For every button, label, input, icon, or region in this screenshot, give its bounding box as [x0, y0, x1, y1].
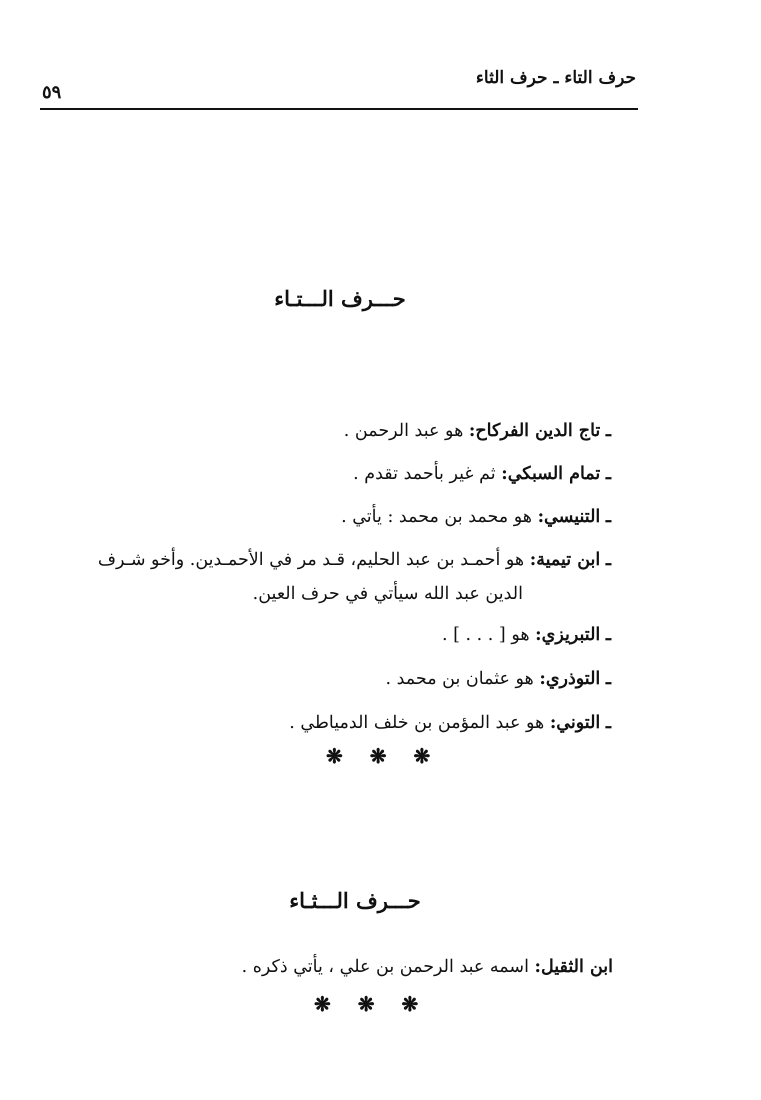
- entry-name: التنيسي: [544, 507, 601, 527]
- entry-name: تاج الدين الفركاح: [475, 421, 601, 441]
- entry-name: تمام السبكي: [507, 464, 601, 484]
- section-divider-stars: ❋ ❋ ❋: [314, 992, 419, 1016]
- entry-tammam: [111, 457, 611, 491]
- entry-continuation: الدين عبد الله سيأتي في حرف العين.: [252, 584, 523, 604]
- entry-taj-al-din: [111, 414, 611, 448]
- entry-separator: :: [549, 713, 557, 733]
- entry-ibn-taymiyya: [51, 543, 611, 611]
- entry-separator: :: [535, 625, 542, 645]
- section-heading-tha: حـــرف الـــثـاء: [289, 888, 421, 913]
- section-divider-stars: ❋ ❋ ❋: [326, 744, 431, 768]
- page-number: ٥٩: [42, 82, 62, 103]
- entry-tuni: [111, 706, 611, 740]
- entry-separator: :: [501, 464, 508, 484]
- entry-text: هو محمد بن محمد : يأتي .: [341, 507, 532, 527]
- entry-text: هو عثمان بن محمد .: [385, 669, 534, 689]
- running-title: حرف التاء ـ حرف الثاء: [475, 68, 636, 88]
- entry-text: هو [ . . . ] .: [442, 625, 530, 645]
- entry-bullet: ـ: [605, 669, 611, 689]
- entry-separator: :: [529, 550, 537, 570]
- entry-name: التوني: [556, 713, 601, 733]
- running-header: [40, 68, 638, 110]
- entry-separator: :: [534, 957, 541, 977]
- entry-separator: :: [539, 669, 546, 689]
- entry-bullet: ـ: [605, 464, 611, 484]
- entry-bullet: ـ: [605, 713, 611, 733]
- entry-text: هو أحمـد بن عبد الحليم، قـد مر في الأحمـدين. وأخو شـرف: [97, 550, 525, 570]
- entry-bullet: ـ: [605, 550, 611, 570]
- entry-text: اسمه عبد الرحمن بن علي ، يأتي ذكره .: [241, 957, 529, 977]
- entry-text: هو عبد المؤمن بن خلف الدمياطي .: [289, 713, 545, 733]
- entry-ibn-al-thaqil: [93, 950, 613, 984]
- entry-name: ابن الثقيل: [540, 957, 613, 977]
- entry-name: التوذري: [545, 669, 601, 689]
- entry-text: هو عبد الرحمن .: [343, 421, 464, 441]
- entry-name: ابن تيمية: [536, 550, 601, 570]
- entry-name: التبريزي: [541, 625, 601, 645]
- entry-tabrizi: [111, 618, 611, 652]
- entry-bullet: ـ: [605, 625, 611, 645]
- entry-bullet: ـ: [605, 507, 611, 527]
- entry-tinnisi: [111, 500, 611, 534]
- entry-text: ثم غير بأحمد تقدم .: [353, 464, 496, 484]
- entry-separator: :: [537, 507, 545, 527]
- entry-bullet: ـ: [605, 421, 611, 441]
- entry-tawzari: [111, 662, 611, 696]
- entry-separator: :: [468, 421, 476, 441]
- section-heading-ta: حـــرف الـــتـاء: [274, 286, 406, 311]
